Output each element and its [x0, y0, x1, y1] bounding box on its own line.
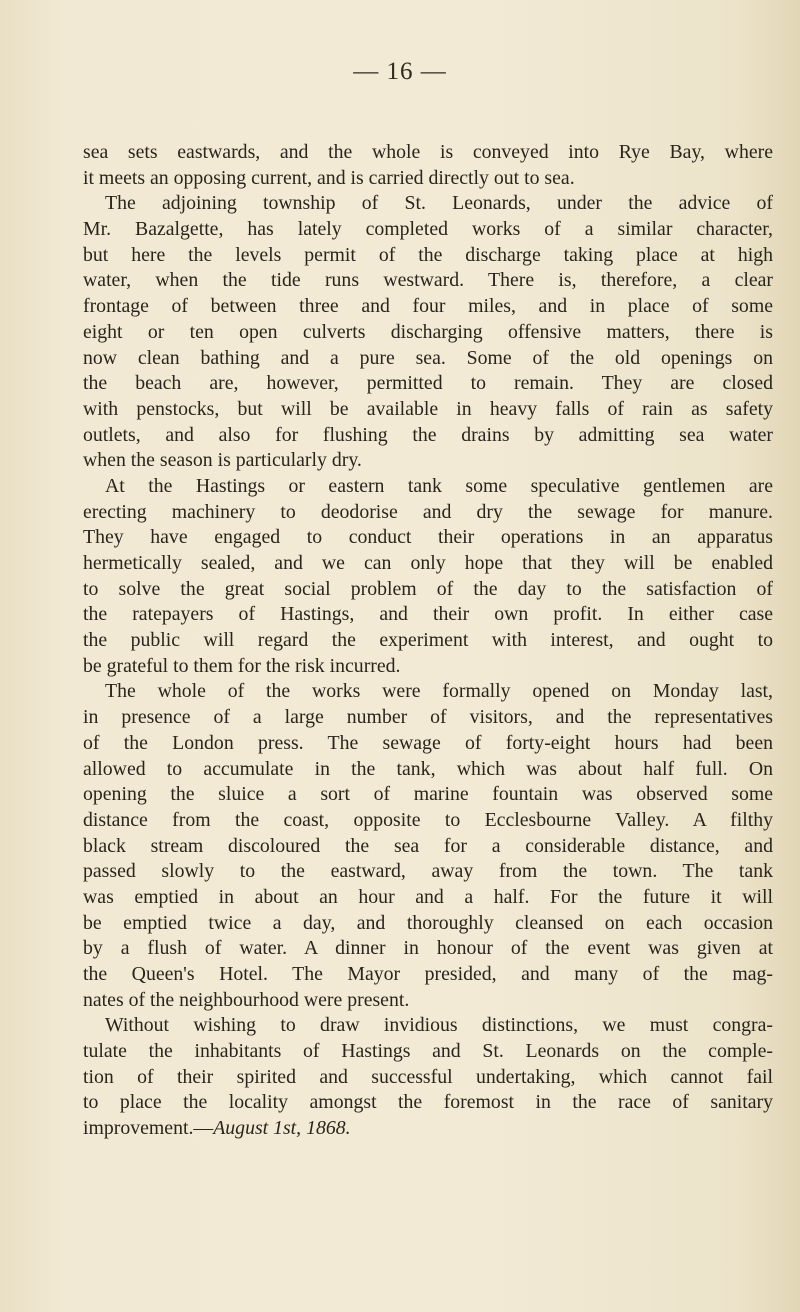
text-line: The whole of the works were formally opened on Monday last,: [105, 680, 773, 703]
text-line: with penstocks, but will be available in heavy falls of rain as safety: [83, 397, 773, 420]
text-line: in presence of a large number of visitors, and the representatives: [83, 706, 773, 729]
text-line: was emptied in about an hour and a half. For the future it will: [83, 885, 773, 908]
text-line: distance from the coast, opposite to Ecclesbourne Valley. A filthy: [83, 808, 773, 831]
text-line: opening the sluice a sort of marine fountain was observed some: [83, 783, 773, 806]
text-line: black stream discoloured the sea for a considerable distance, and: [83, 834, 773, 857]
text-line: nates of the neighbourhood were present.: [83, 988, 410, 1011]
text-line: erecting machinery to deodorise and dry the sewage for manure.: [83, 500, 773, 523]
text-line: At the Hastings or eastern tank some speculative gentlemen are: [105, 474, 773, 497]
text-line: to place the locality amongst the foremost in the race of sanitary: [83, 1091, 773, 1114]
text-line: They have engaged to conduct their operations in an apparatus: [83, 526, 773, 549]
text-line: water, when the tide runs westward. There is, therefore, a clear: [83, 269, 773, 292]
text-line: the public will regard the experiment with interest, and ought to: [83, 629, 773, 652]
text-line: frontage of between three and four miles, and in place of some: [83, 295, 773, 318]
text-line: it meets an opposing current, and is carried directly out to sea.: [83, 166, 575, 189]
article-body: [83, 140, 773, 1142]
text-line: passed slowly to the eastward, away from the town. The tank: [83, 860, 773, 883]
closing-line: [83, 1116, 773, 1142]
page-number: — 16 —: [353, 58, 447, 85]
text-line: tulate the inhabitants of Hastings and St. Leonards on the comple-: [83, 1040, 773, 1063]
text-line: Without wishing to draw invidious distinctions, we must congra-: [105, 1014, 773, 1037]
text-line: the ratepayers of Hastings, and their own profit. In either case: [83, 603, 773, 626]
text-line: to solve the great social problem of the day to the satisfaction of: [83, 577, 773, 600]
text-line: Mr. Bazalgette, has lately completed works of a similar character,: [83, 218, 773, 241]
text-line: hermetically sealed, and we can only hope that they will be enabled: [83, 552, 773, 574]
text-line: tion of their spirited and successful undertaking, which cannot fail: [83, 1065, 773, 1088]
text-line: of the London press. The sewage of forty-eight hours had been: [83, 731, 773, 754]
publication-date: August 1st, 1868.: [213, 1117, 351, 1140]
text-line: be emptied twice a day, and thoroughly cleansed on each occasion: [83, 911, 773, 934]
text-line: by a flush of water. A dinner in honour of the event was given at: [83, 937, 773, 960]
text-line: The adjoining township of St. Leonards, under the advice of: [105, 192, 773, 215]
text-line: eight or ten open culverts discharging offensive matters, there is: [83, 320, 773, 343]
text-line: outlets, and also for flushing the drains by admitting sea water: [83, 423, 773, 446]
closing-text: improvement.—: [83, 1117, 214, 1140]
text-line: when the season is particularly dry.: [83, 449, 362, 472]
text-line: now clean bathing and a pure sea. Some of the old openings on: [83, 346, 773, 369]
text-line: the Queen's Hotel. The Mayor presided, and many of the mag-: [83, 963, 773, 985]
text-line: but here the levels permit of the discharge taking place at high: [83, 243, 773, 266]
text-line: allowed to accumulate in the tank, which was about half full. On: [83, 757, 773, 780]
text-line: the beach are, however, permitted to remain. They are closed: [83, 372, 773, 395]
text-line: sea sets eastwards, and the whole is conveyed into Rye Bay, where: [83, 141, 773, 163]
text-line: be grateful to them for the risk incurred.: [83, 654, 401, 677]
